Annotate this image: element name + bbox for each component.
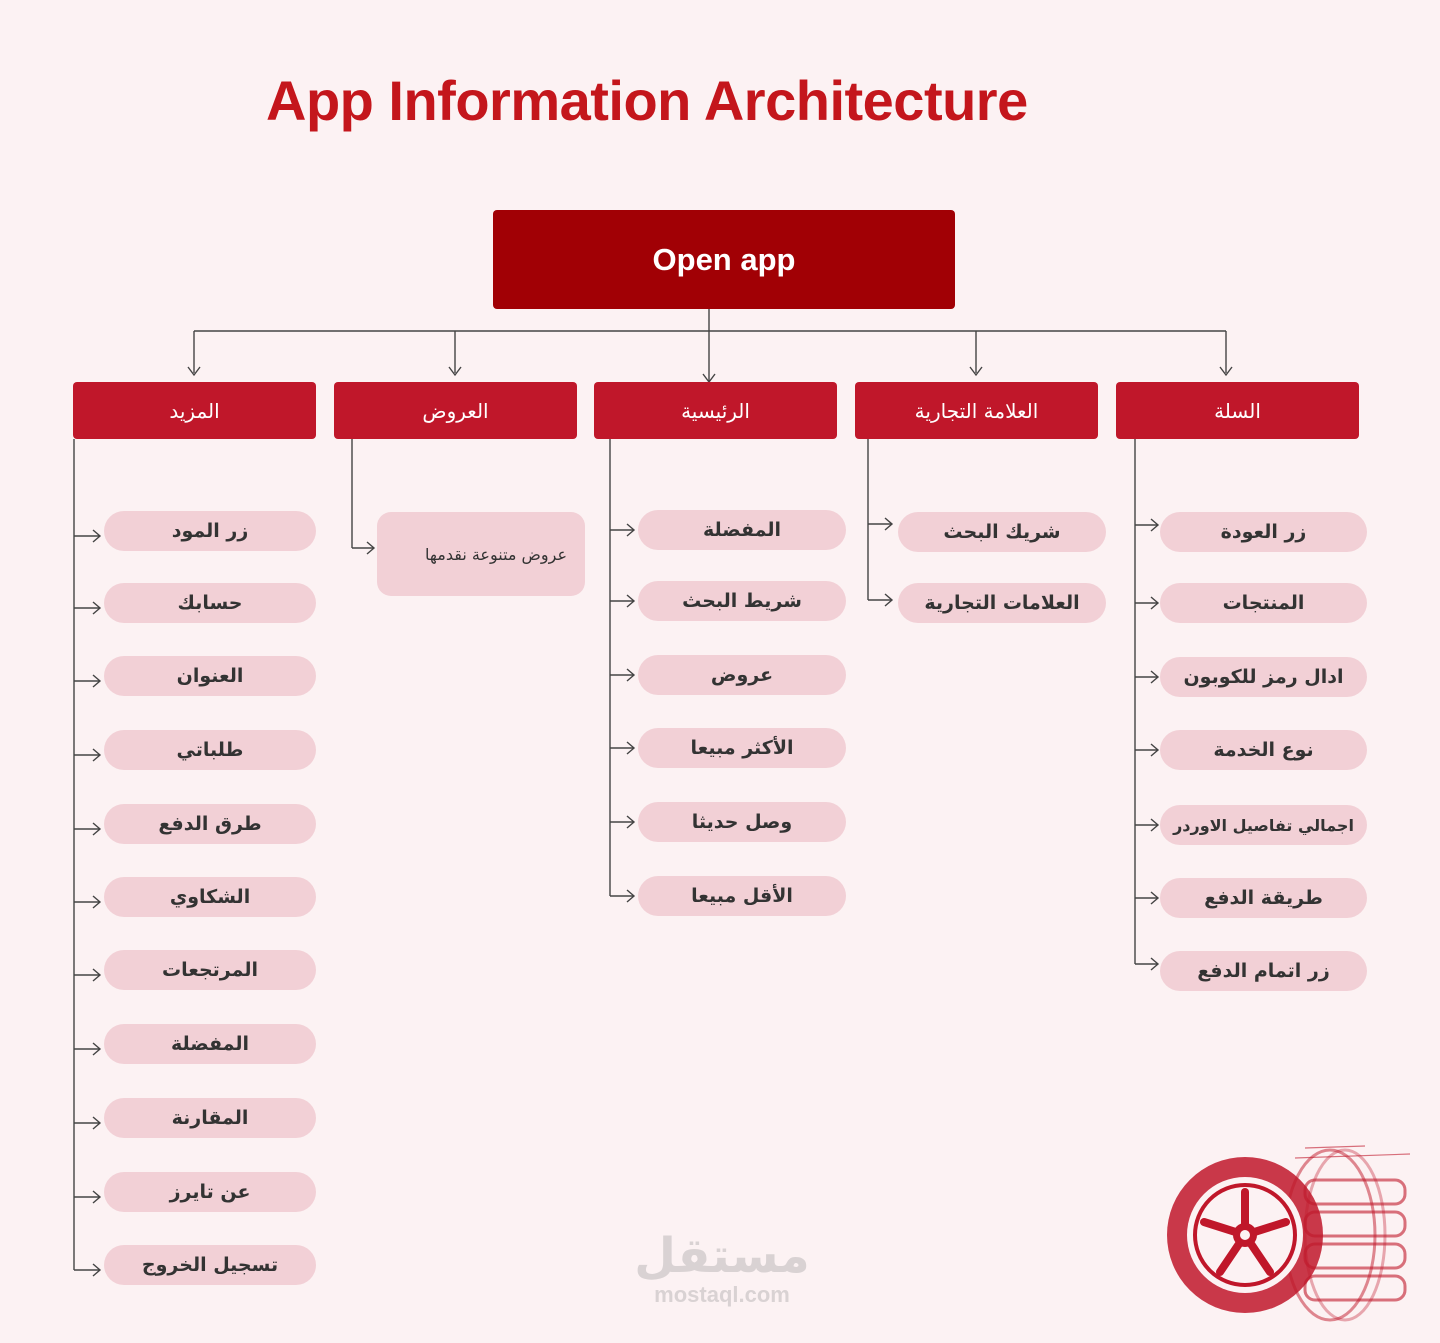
node-home-best-sellers: الأكثر مبيعا — [638, 728, 846, 768]
node-brand-brands: العلامات التجارية — [898, 583, 1106, 623]
header-brand: العلامة التجارية — [855, 382, 1098, 439]
node-more-payment-methods: طرق الدفع — [104, 804, 316, 844]
node-cart-checkout-button: زر اتمام الدفع — [1160, 951, 1367, 991]
diagram-title: App Information Architecture — [266, 69, 1028, 132]
node-more-favorites: المفضلة — [104, 1024, 316, 1064]
node-cart-order-total: اجمالي تفاصيل الاوردر — [1160, 805, 1367, 845]
node-home-offers: عروض — [638, 655, 846, 695]
node-brand-search-partner: شريك البحث — [898, 512, 1106, 552]
node-cart-products: المنتجات — [1160, 583, 1367, 623]
header-offers: العروض — [334, 382, 577, 439]
watermark-arabic: مستقل — [634, 1228, 810, 1284]
node-cart-payment-method: طريقة الدفع — [1160, 878, 1367, 918]
node-more-returns: المرتجعات — [104, 950, 316, 990]
root-node-open-app: Open app — [493, 210, 955, 309]
node-cart-service-type: نوع الخدمة — [1160, 730, 1367, 770]
node-home-least-sold: الأقل مبيعا — [638, 876, 846, 916]
header-home: الرئيسية — [594, 382, 837, 439]
node-cart-coupon: ادال رمز للكوبون — [1160, 657, 1367, 697]
node-more-orders: طلباتي — [104, 730, 316, 770]
header-more: المزيد — [73, 382, 316, 439]
node-more-compare: المقارنة — [104, 1098, 316, 1138]
node-cart-back-button: زر العودة — [1160, 512, 1367, 552]
tire-logo — [1155, 1140, 1425, 1330]
node-more-about: عن تايرز — [104, 1172, 316, 1212]
header-cart: السلة — [1116, 382, 1359, 439]
node-more-mode-button: زر المود — [104, 511, 316, 551]
node-offers-various: عروض متنوعة نقدمها — [377, 512, 585, 596]
node-more-complaints: الشكاوي — [104, 877, 316, 917]
node-more-logout: تسجيل الخروج — [104, 1245, 316, 1285]
mostaql-watermark — [632, 1230, 812, 1308]
watermark-latin: mostaql.com — [654, 1282, 790, 1307]
node-more-account: حسابك — [104, 583, 316, 623]
node-more-address: العنوان — [104, 656, 316, 696]
node-home-favorites: المفضلة — [638, 510, 846, 550]
node-home-search-bar: شريط البحث — [638, 581, 846, 621]
node-home-new-arrivals: وصل حديثا — [638, 802, 846, 842]
